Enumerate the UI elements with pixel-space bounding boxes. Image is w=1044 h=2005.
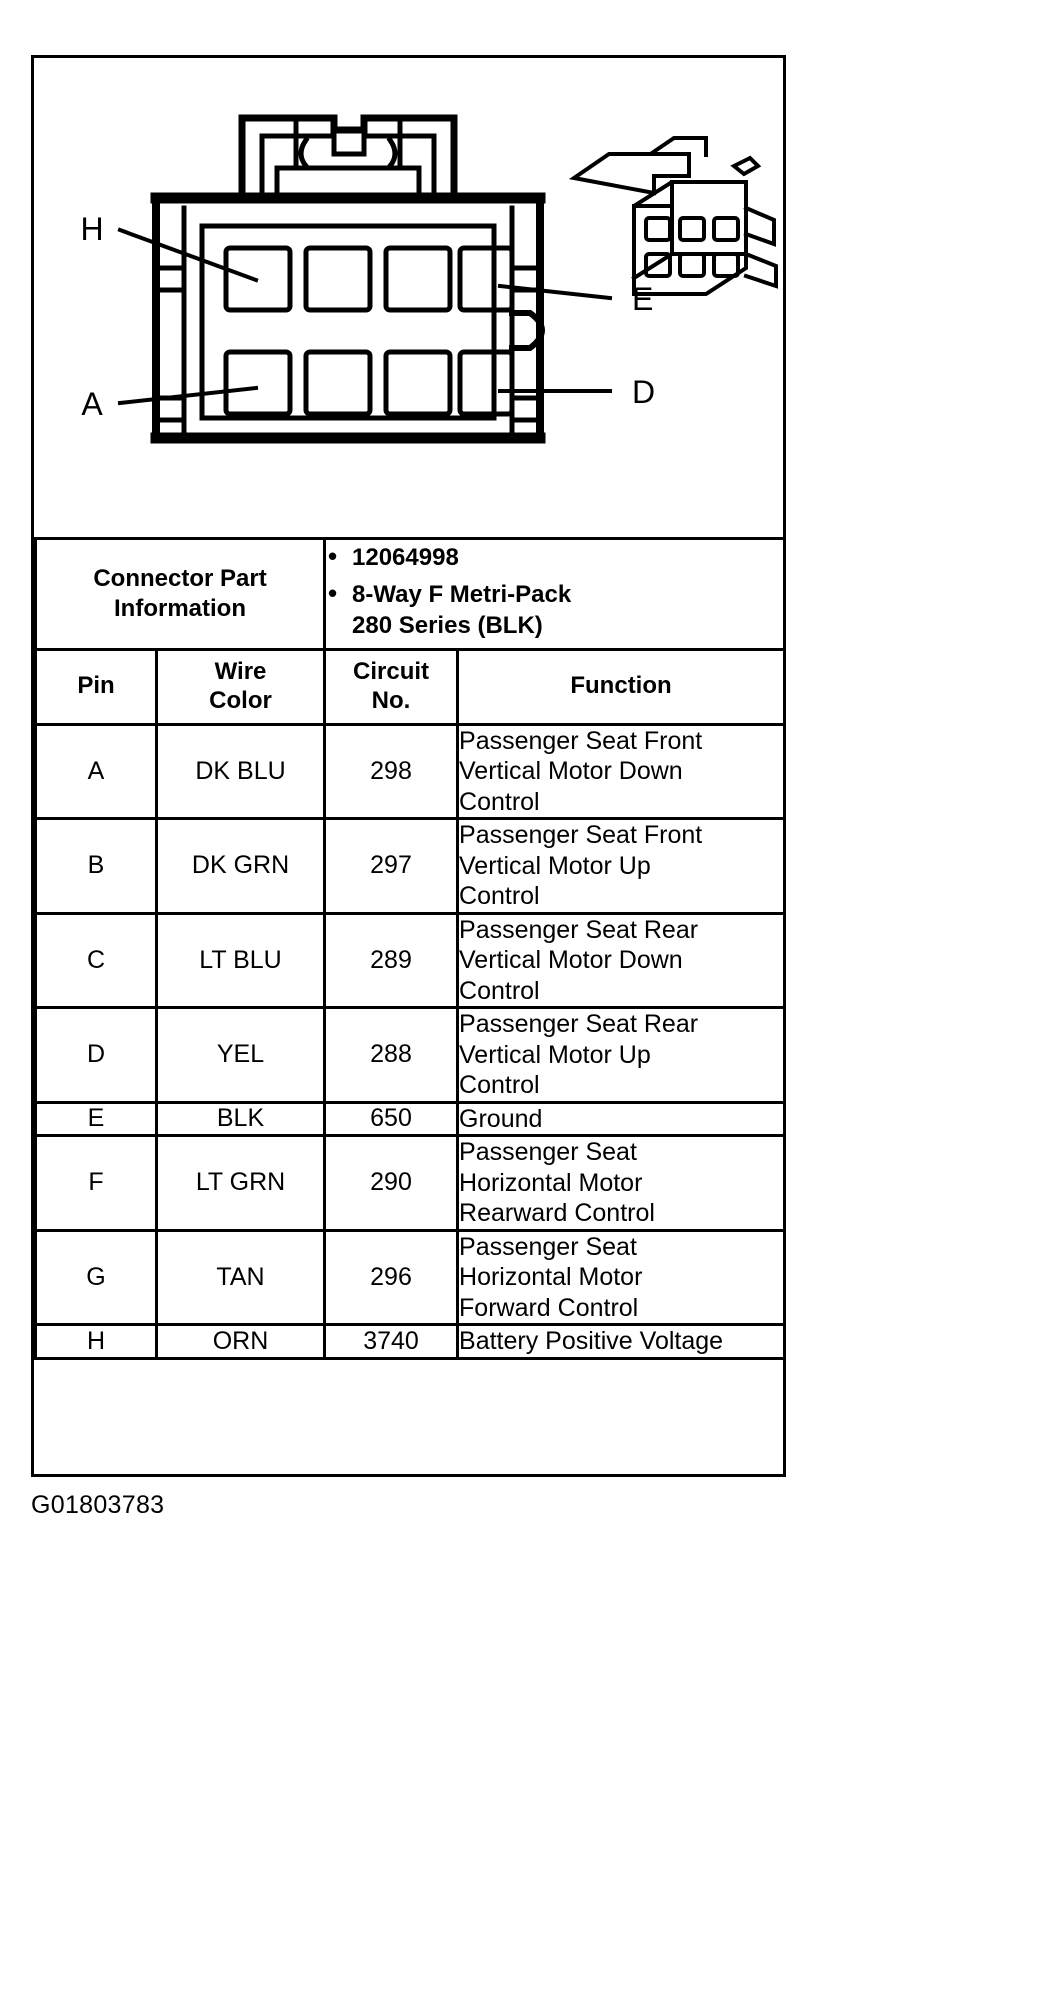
- connector-part-information-label: [36, 539, 325, 650]
- column-header-circuit-no-line-1: Circuit: [353, 657, 430, 685]
- callout-label-h: H: [80, 211, 104, 247]
- cpi-bullet-item: [326, 542, 783, 573]
- cpi-part-desc-line-2: 280 Series (BLK): [352, 612, 543, 640]
- function-line: Forward Control: [459, 1293, 639, 1322]
- cpi-bullet-list: [326, 542, 783, 642]
- cell-function: [458, 1102, 785, 1136]
- table-row: [36, 1102, 785, 1136]
- table-row: [36, 724, 785, 819]
- cpi-bullet-item: [326, 579, 783, 641]
- cell-pin: E: [36, 1102, 157, 1136]
- cell-wire-color: TAN: [157, 1230, 325, 1325]
- cell-circuit-no: 650: [325, 1102, 458, 1136]
- function-line: Passenger Seat: [459, 1232, 637, 1261]
- cpi-part-desc-line-1: 8-Way F Metri-Pack: [352, 581, 572, 609]
- column-header-wire-color-line-1: Wire: [214, 657, 267, 685]
- cell-circuit-no: 290: [325, 1136, 458, 1231]
- cell-pin: F: [36, 1136, 157, 1231]
- connector-front-view: [156, 118, 542, 438]
- cell-wire-color: LT GRN: [157, 1136, 325, 1231]
- table-row: [36, 1325, 785, 1359]
- cell-wire-color: DK BLU: [157, 724, 325, 819]
- function-line: Vertical Motor Down: [459, 946, 683, 975]
- connector-part-information-row: [36, 539, 785, 650]
- cpi-label-line-1: Connector Part: [93, 564, 267, 592]
- cell-wire-color: ORN: [157, 1325, 325, 1359]
- function-line: Passenger Seat Front: [459, 821, 703, 850]
- function-line: Horizontal Motor: [459, 1263, 643, 1292]
- document-page-frame: [31, 55, 786, 1477]
- cell-function: [458, 819, 785, 914]
- function-line: Rearward Control: [459, 1199, 655, 1228]
- cell-wire-color: BLK: [157, 1102, 325, 1136]
- function-line: Passenger Seat Front: [459, 726, 703, 755]
- cell-function: [458, 724, 785, 819]
- function-line: Control: [459, 1071, 540, 1100]
- connector-part-information-values: [325, 539, 785, 650]
- cell-pin: B: [36, 819, 157, 914]
- cell-wire-color: LT BLU: [157, 913, 325, 1008]
- callout-label-a: A: [81, 386, 103, 422]
- function-line: Control: [459, 976, 540, 1005]
- cell-wire-color: YEL: [157, 1008, 325, 1103]
- cell-circuit-no: 3740: [325, 1325, 458, 1359]
- table-row: [36, 1136, 785, 1231]
- cell-circuit-no: 288: [325, 1008, 458, 1103]
- cell-pin: C: [36, 913, 157, 1008]
- cell-circuit-no: 297: [325, 819, 458, 914]
- table-row: [36, 819, 785, 914]
- cell-circuit-no: 289: [325, 913, 458, 1008]
- cell-pin: H: [36, 1325, 157, 1359]
- connector-3d-view: [574, 138, 776, 294]
- function-line: Horizontal Motor: [459, 1168, 643, 1197]
- connector-drawing: [34, 58, 783, 537]
- cell-circuit-no: 298: [325, 724, 458, 819]
- cell-function: [458, 1230, 785, 1325]
- cell-pin: G: [36, 1230, 157, 1325]
- column-header-wire-color-line-2: Color: [209, 686, 272, 714]
- function-line: Battery Positive Voltage: [459, 1327, 724, 1356]
- column-header-function: Function: [458, 649, 785, 724]
- cell-wire-color: DK GRN: [157, 819, 325, 914]
- figure-caption: G01803783: [31, 1491, 165, 1519]
- connector-illustration: [34, 58, 783, 537]
- cell-pin: D: [36, 1008, 157, 1103]
- cell-function: [458, 1325, 785, 1359]
- table-row: [36, 913, 785, 1008]
- cell-function: [458, 913, 785, 1008]
- function-line: Vertical Motor Down: [459, 757, 683, 786]
- cell-function: [458, 1008, 785, 1103]
- cell-pin: A: [36, 724, 157, 819]
- table-header-row: [36, 649, 785, 724]
- cpi-part-number: 12064998: [352, 544, 459, 571]
- function-line: Control: [459, 787, 540, 816]
- function-line: Vertical Motor Up: [459, 851, 651, 880]
- function-line: Passenger Seat Rear: [459, 1010, 699, 1039]
- cell-circuit-no: 296: [325, 1230, 458, 1325]
- callout-label-e: E: [632, 281, 654, 317]
- table-row: [36, 1230, 785, 1325]
- function-line: Vertical Motor Up: [459, 1040, 651, 1069]
- connector-pinout-table: [34, 537, 786, 1360]
- column-header-pin: Pin: [36, 649, 157, 724]
- table-row: [36, 1008, 785, 1103]
- column-header-circuit-no: [325, 649, 458, 724]
- function-line: Passenger Seat Rear: [459, 915, 699, 944]
- cpi-label-line-2: Information: [114, 594, 246, 622]
- function-line: Passenger Seat: [459, 1138, 637, 1167]
- column-header-wire-color: [157, 649, 325, 724]
- function-line: Ground: [459, 1104, 543, 1133]
- column-header-circuit-no-line-2: No.: [371, 686, 411, 714]
- cell-function: [458, 1136, 785, 1231]
- callout-label-d: D: [632, 374, 656, 410]
- function-line: Control: [459, 882, 540, 911]
